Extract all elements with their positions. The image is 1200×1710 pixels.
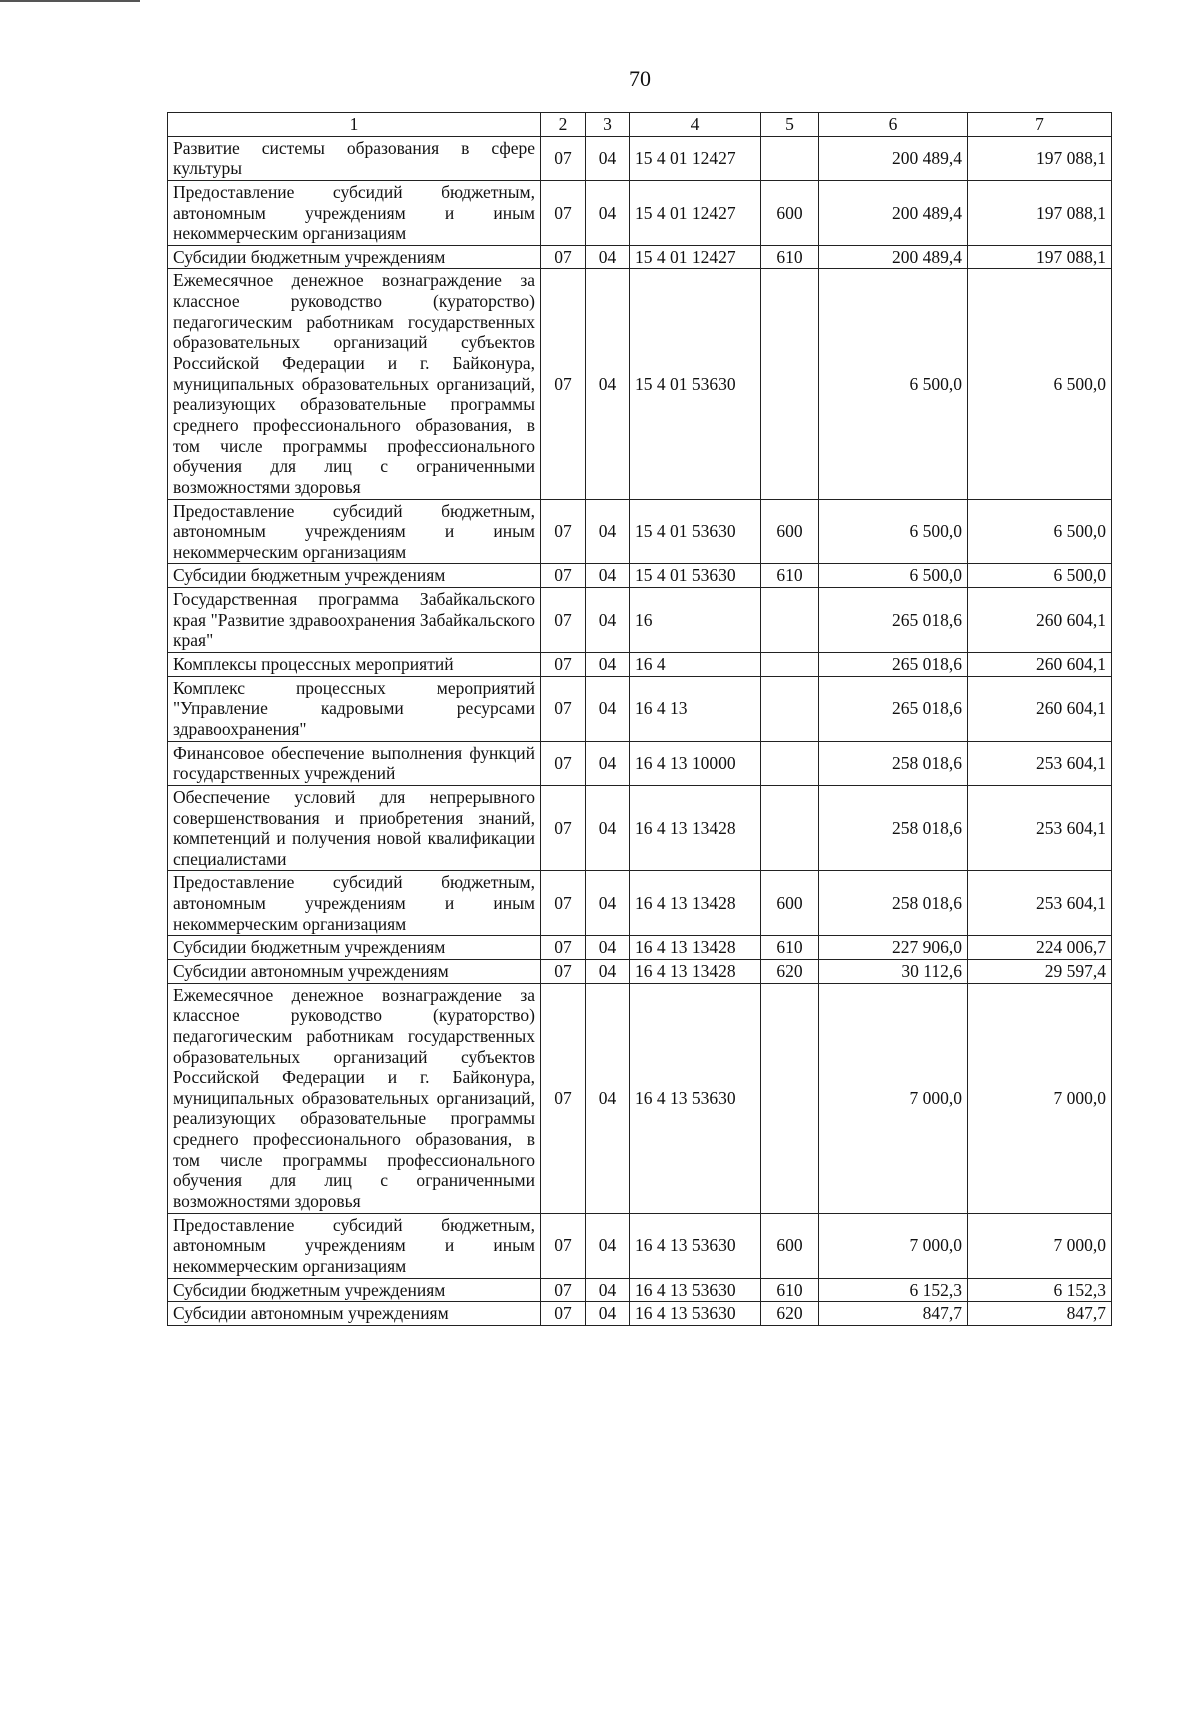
amount-year2-cell: 253 604,1: [968, 785, 1112, 871]
row-name-cell: Субсидии бюджетным учреждениям: [168, 564, 541, 588]
amount-year2-cell: 260 604,1: [968, 588, 1112, 653]
amount-year2-cell: 260 604,1: [968, 653, 1112, 677]
table-row: [168, 785, 1112, 871]
amount-year2-cell: 197 088,1: [968, 180, 1112, 245]
header-cell: 3: [586, 113, 630, 137]
amount-year2-cell: 7 000,0: [968, 1213, 1112, 1278]
amount-year1-cell: 6 500,0: [819, 564, 968, 588]
expense-type-cell: [761, 676, 819, 741]
amount-year1-cell: 258 018,6: [819, 741, 968, 785]
section-code-cell: 07: [541, 136, 586, 180]
table-row: [168, 1278, 1112, 1302]
section-code-cell: 07: [541, 785, 586, 871]
budget-table: [167, 112, 1112, 1326]
target-article-cell: 16 4 13 53630: [630, 983, 761, 1213]
section-code-cell: 07: [541, 588, 586, 653]
target-article-cell: 15 4 01 12427: [630, 180, 761, 245]
row-name-cell: Субсидии бюджетным учреждениям: [168, 1278, 541, 1302]
target-article-cell: 16 4 13 13428: [630, 959, 761, 983]
section-code-cell: 07: [541, 741, 586, 785]
amount-year1-cell: 258 018,6: [819, 785, 968, 871]
subsection-code-cell: 04: [586, 1302, 630, 1326]
amount-year2-cell: 6 500,0: [968, 499, 1112, 564]
row-name-cell: Предоставление субсидий бюджетным, автономным учреждениям и иным некоммерческим организациям: [168, 1213, 541, 1278]
table-row: [168, 136, 1112, 180]
expense-type-cell: 610: [761, 245, 819, 269]
expense-type-cell: 600: [761, 180, 819, 245]
section-code-cell: 07: [541, 936, 586, 960]
row-name-cell: Государственная программа Забайкальского края "Развитие здравоохранения Забайкальского края": [168, 588, 541, 653]
amount-year2-cell: 7 000,0: [968, 983, 1112, 1213]
amount-year1-cell: 30 112,6: [819, 959, 968, 983]
section-code-cell: 07: [541, 871, 586, 936]
amount-year2-cell: 224 006,7: [968, 936, 1112, 960]
table-row: [168, 245, 1112, 269]
target-article-cell: 15 4 01 53630: [630, 269, 761, 499]
page-number: 70: [629, 66, 651, 91]
expense-type-cell: [761, 741, 819, 785]
table-row: [168, 653, 1112, 677]
expense-type-cell: 610: [761, 564, 819, 588]
header-cell: 1: [168, 113, 541, 137]
row-name-cell: Комплекс процессных мероприятий "Управление кадровыми ресурсами здравоохранения": [168, 676, 541, 741]
table-row: [168, 1213, 1112, 1278]
subsection-code-cell: 04: [586, 676, 630, 741]
expense-type-cell: 600: [761, 499, 819, 564]
table-row: [168, 588, 1112, 653]
expense-type-cell: [761, 983, 819, 1213]
table-body: [168, 136, 1112, 1325]
subsection-code-cell: 04: [586, 785, 630, 871]
amount-year2-cell: 197 088,1: [968, 136, 1112, 180]
table-row: [168, 676, 1112, 741]
target-article-cell: 16 4 13 13428: [630, 936, 761, 960]
expense-type-cell: [761, 785, 819, 871]
amount-year1-cell: 265 018,6: [819, 676, 968, 741]
subsection-code-cell: 04: [586, 959, 630, 983]
expense-type-cell: 610: [761, 1278, 819, 1302]
section-code-cell: 07: [541, 1278, 586, 1302]
subsection-code-cell: 04: [586, 180, 630, 245]
row-name-cell: Обеспечение условий для непрерывного совершенствования и приобретения знаний, компетенций и получения новой квалификации специалистами: [168, 785, 541, 871]
target-article-cell: 16 4 13 13428: [630, 785, 761, 871]
target-article-cell: 15 4 01 53630: [630, 499, 761, 564]
amount-year2-cell: 6 500,0: [968, 269, 1112, 499]
amount-year1-cell: 6 152,3: [819, 1278, 968, 1302]
table-row: [168, 936, 1112, 960]
target-article-cell: 16 4 13 53630: [630, 1213, 761, 1278]
table-row: [168, 269, 1112, 499]
amount-year1-cell: 227 906,0: [819, 936, 968, 960]
amount-year2-cell: 253 604,1: [968, 871, 1112, 936]
amount-year1-cell: 7 000,0: [819, 1213, 968, 1278]
row-name-cell: Субсидии бюджетным учреждениям: [168, 936, 541, 960]
subsection-code-cell: 04: [586, 983, 630, 1213]
row-name-cell: Предоставление субсидий бюджетным, автономным учреждениям и иным некоммерческим организациям: [168, 499, 541, 564]
target-article-cell: 16 4 13 53630: [630, 1302, 761, 1326]
table-row: [168, 499, 1112, 564]
amount-year1-cell: 200 489,4: [819, 136, 968, 180]
header-cell: 7: [968, 113, 1112, 137]
amount-year1-cell: 847,7: [819, 1302, 968, 1326]
subsection-code-cell: 04: [586, 741, 630, 785]
section-code-cell: 07: [541, 1213, 586, 1278]
amount-year2-cell: 197 088,1: [968, 245, 1112, 269]
expense-type-cell: [761, 269, 819, 499]
amount-year1-cell: 200 489,4: [819, 180, 968, 245]
row-name-cell: Финансовое обеспечение выполнения функций государственных учреждений: [168, 741, 541, 785]
section-code-cell: 07: [541, 564, 586, 588]
subsection-code-cell: 04: [586, 499, 630, 564]
target-article-cell: 16 4 13 10000: [630, 741, 761, 785]
expense-type-cell: [761, 588, 819, 653]
expense-type-cell: 620: [761, 959, 819, 983]
section-code-cell: 07: [541, 1302, 586, 1326]
subsection-code-cell: 04: [586, 1278, 630, 1302]
amount-year2-cell: 253 604,1: [968, 741, 1112, 785]
header-cell: 6: [819, 113, 968, 137]
table-row: [168, 959, 1112, 983]
target-article-cell: 16 4: [630, 653, 761, 677]
subsection-code-cell: 04: [586, 936, 630, 960]
amount-year1-cell: 265 018,6: [819, 588, 968, 653]
section-code-cell: 07: [541, 180, 586, 245]
row-name-cell: Развитие системы образования в сфере культуры: [168, 136, 541, 180]
row-name-cell: Предоставление субсидий бюджетным, автономным учреждениям и иным некоммерческим организациям: [168, 180, 541, 245]
target-article-cell: 16 4 13: [630, 676, 761, 741]
amount-year1-cell: 265 018,6: [819, 653, 968, 677]
subsection-code-cell: 04: [586, 564, 630, 588]
amount-year2-cell: 6 500,0: [968, 564, 1112, 588]
expense-type-cell: 600: [761, 871, 819, 936]
expense-type-cell: 610: [761, 936, 819, 960]
row-name-cell: Субсидии автономным учреждениям: [168, 959, 541, 983]
amount-year1-cell: 7 000,0: [819, 983, 968, 1213]
table-row: [168, 180, 1112, 245]
expense-type-cell: [761, 136, 819, 180]
header-cell: 5: [761, 113, 819, 137]
table-row: [168, 564, 1112, 588]
section-code-cell: 07: [541, 959, 586, 983]
expense-type-cell: [761, 653, 819, 677]
amount-year2-cell: 29 597,4: [968, 959, 1112, 983]
section-code-cell: 07: [541, 245, 586, 269]
subsection-code-cell: 04: [586, 245, 630, 269]
subsection-code-cell: 04: [586, 269, 630, 499]
section-code-cell: 07: [541, 676, 586, 741]
table-row: [168, 741, 1112, 785]
row-name-cell: Комплексы процессных мероприятий: [168, 653, 541, 677]
table-row: [168, 1302, 1112, 1326]
header-cell: 4: [630, 113, 761, 137]
target-article-cell: 15 4 01 12427: [630, 245, 761, 269]
amount-year1-cell: 6 500,0: [819, 269, 968, 499]
row-name-cell: Субсидии автономным учреждениям: [168, 1302, 541, 1326]
table-row: [168, 983, 1112, 1213]
expense-type-cell: 600: [761, 1213, 819, 1278]
row-name-cell: Ежемесячное денежное вознаграждение за классное руководство (кураторство) педагогическим работникам государственных образовательных организаций субъектов Российской Федерации и г. Байконура, муниципальных образовательных организаций, реализующих образовательные программы среднего профессионального образования, в том числе программы профессионального обучения для лиц с ограниченными возможностями здоровья: [168, 983, 541, 1213]
row-name-cell: Предоставление субсидий бюджетным, автономным учреждениям и иным некоммерческим организациям: [168, 871, 541, 936]
amount-year2-cell: 6 152,3: [968, 1278, 1112, 1302]
target-article-cell: 15 4 01 53630: [630, 564, 761, 588]
section-code-cell: 07: [541, 983, 586, 1213]
subsection-code-cell: 04: [586, 653, 630, 677]
subsection-code-cell: 04: [586, 871, 630, 936]
amount-year1-cell: 6 500,0: [819, 499, 968, 564]
scan-edge-line: [0, 0, 140, 2]
table-header-row: [168, 113, 1112, 137]
row-name-cell: Ежемесячное денежное вознаграждение за классное руководство (кураторство) педагогическим работникам государственных образовательных организаций субъектов Российской Федерации и г. Байконура, муниципальных образовательных организаций, реализующих образовательные программы среднего профессионального образования, в том числе программы профессионального обучения для лиц с ограниченными возможностями здоровья: [168, 269, 541, 499]
section-code-cell: 07: [541, 269, 586, 499]
section-code-cell: 07: [541, 499, 586, 564]
amount-year1-cell: 258 018,6: [819, 871, 968, 936]
header-cell: 2: [541, 113, 586, 137]
subsection-code-cell: 04: [586, 136, 630, 180]
amount-year2-cell: 847,7: [968, 1302, 1112, 1326]
amount-year2-cell: 260 604,1: [968, 676, 1112, 741]
section-code-cell: 07: [541, 653, 586, 677]
table-row: [168, 871, 1112, 936]
subsection-code-cell: 04: [586, 1213, 630, 1278]
row-name-cell: Субсидии бюджетным учреждениям: [168, 245, 541, 269]
target-article-cell: 16 4 13 53630: [630, 1278, 761, 1302]
subsection-code-cell: 04: [586, 588, 630, 653]
target-article-cell: 15 4 01 12427: [630, 136, 761, 180]
expense-type-cell: 620: [761, 1302, 819, 1326]
target-article-cell: 16 4 13 13428: [630, 871, 761, 936]
target-article-cell: 16: [630, 588, 761, 653]
amount-year1-cell: 200 489,4: [819, 245, 968, 269]
